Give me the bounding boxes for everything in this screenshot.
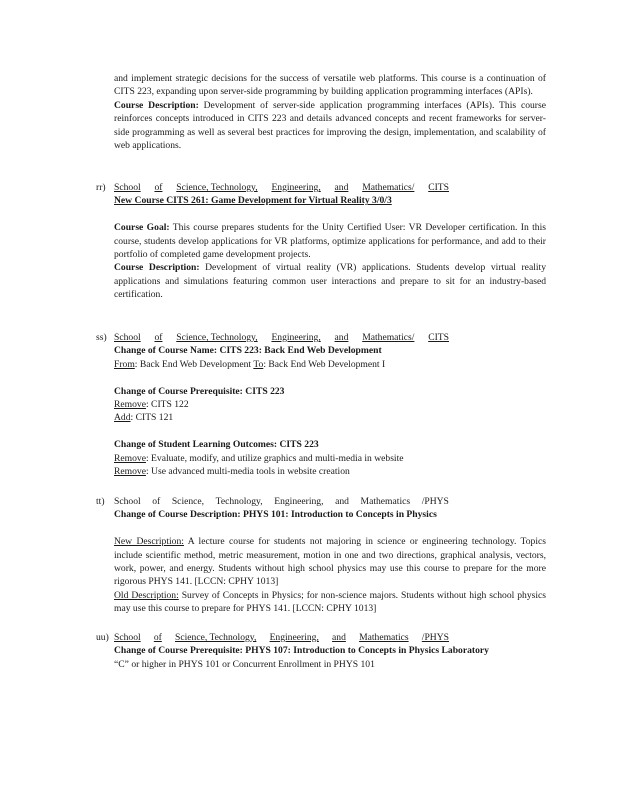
school-heading: [114, 631, 449, 644]
school-word: of: [154, 182, 163, 193]
item-title: Change of Course Prerequisite: PHYS 107: Introduction to Concepts in Physics Laboratory: [114, 645, 489, 657]
remove-text: : CITS 122: [145, 399, 189, 411]
course-description: [114, 261, 546, 301]
item-marker: tt): [96, 496, 105, 507]
item-title: Change of Course Name: CITS 223: Back End Web Development: [114, 345, 382, 357]
slo-remove-label: Remove: [114, 452, 146, 464]
school-word: School: [114, 332, 141, 343]
remove-label: Remove: [114, 399, 146, 411]
school-word: and: [332, 632, 346, 643]
school-word: Science, Technology,: [176, 332, 258, 343]
intro-description: [114, 99, 546, 153]
school-word: Mathematics/: [362, 182, 415, 193]
add-text: : CITS 121: [130, 412, 174, 424]
school-word: School: [114, 182, 141, 193]
school-word: Mathematics: [360, 496, 411, 507]
slo-remove-text: : Evaluate, modify, and utilize graphics and multi-media in website: [145, 452, 404, 464]
school-word: of: [152, 496, 161, 507]
item-marker: rr): [96, 182, 106, 193]
remove-line: [114, 398, 546, 411]
school-heading: [114, 495, 449, 508]
item-rr: [96, 181, 546, 302]
new-description: [114, 535, 546, 589]
course-goal-label: Course Goal:: [114, 222, 170, 234]
old-description-text: Survey of Concepts in Physics; for non-science majors. Students without high school physics may use this course to prepare for PHYS 141. [LCCN: CPHY 1013]: [114, 589, 547, 615]
slo-remove-label: Remove: [114, 466, 146, 478]
item-marker: ss): [96, 332, 107, 343]
item-title: Change of Course Description: PHYS 101: Introduction to Concepts in Physics: [114, 509, 437, 521]
from-text: : Back End Web Development: [134, 358, 254, 370]
school-word: /PHYS: [421, 496, 449, 507]
school-word: CITS: [428, 332, 449, 343]
course-description-text: Development of virtual reality (VR) applications. Students develop virtual reality applications and simulations featuring common user interactions and prepare to sit for an industry-based certification.: [114, 262, 546, 301]
new-description-label: New Description:: [114, 536, 184, 548]
intro-description-label: Course Description:: [114, 99, 199, 111]
prerequisite-text: “C” or higher in PHYS 101 or Concurrent Enrollment in PHYS 101: [114, 658, 375, 670]
school-word: Mathematics/: [362, 332, 415, 343]
slo-remove-text: : Use advanced multi-media tools in website creation: [145, 466, 350, 478]
intro-section: [114, 72, 546, 152]
school-word: Engineering,: [271, 182, 321, 193]
school-word: /PHYS: [421, 632, 449, 643]
school-word: Engineering,: [274, 496, 324, 507]
course-description-label: Course Description:: [114, 262, 200, 274]
old-description: [114, 589, 546, 616]
item-ss: [96, 331, 546, 478]
old-description-label: Old Description:: [114, 589, 179, 601]
school-word: School: [114, 496, 141, 507]
school-word: Engineering,: [269, 632, 319, 643]
add-line: [114, 411, 546, 424]
school-word: Engineering,: [271, 332, 321, 343]
to-text: : Back End Web Development I: [263, 358, 386, 370]
from-to-line: [114, 358, 546, 371]
school-word: of: [154, 332, 163, 343]
school-word: of: [153, 632, 162, 643]
slo-remove-line: [114, 452, 546, 465]
slo-title: Change of Student Learning Outcomes: CITS 223: [114, 439, 319, 451]
school-word: Technology,: [215, 496, 263, 507]
school-word: and: [334, 182, 349, 193]
school-word: CITS: [428, 182, 449, 193]
intro-continuation: and implement strategic decisions for the success of versatile web platforms. This course is a continuation of CITS 223, expanding upon server-side programming by building application programming interfaces (APIs).: [114, 73, 546, 98]
slo-remove-line: [114, 465, 546, 478]
school-word: School: [114, 632, 141, 643]
school-word: Science, Technology,: [175, 632, 257, 643]
school-word: Science, Technology,: [176, 182, 258, 193]
item-title: New Course CITS 261: Game Development for Virtual Reality 3/0/3: [114, 195, 392, 207]
to-label: To: [253, 358, 264, 370]
item-uu: [96, 631, 546, 671]
school-heading: [114, 331, 449, 344]
course-goal: [114, 221, 546, 261]
prerequisite-title: Change of Course Prerequisite: CITS 223: [114, 385, 285, 397]
school-word: and: [334, 332, 349, 343]
course-goal-text: This course prepares students for the Unity Certified User: VR Developer certification. In this course, students develop applications for VR platforms, optimize applications for performance, and add to their portfolio of completed game development projects.: [114, 222, 546, 261]
school-word: Mathematics: [359, 632, 409, 643]
from-label: From: [114, 358, 135, 370]
intro-description-text: Development of server-side application programming interfaces (APIs). This course reinforces concepts introduced in CITS 223 and details advanced concepts and recent frameworks for server-side programming as well as several best practices for improving the design, implementation, and scalability of web applications.: [114, 99, 546, 152]
item-tt: [96, 495, 546, 616]
new-description-text: A lecture course for students not majoring in science or engineering technology. Topics include scientific method, metric measurement, motion in one and two directions, graphical analysis, vectors, work, power, and energy. Students without high school physics may use this course to prepare for the more rigorous PHYS 141. [LCCN: CPHY 1013]: [114, 536, 546, 588]
school-heading: [114, 181, 449, 194]
item-marker: uu): [96, 632, 109, 643]
school-word: Science,: [171, 496, 205, 507]
add-label: Add: [114, 412, 131, 424]
school-word: and: [335, 496, 349, 507]
